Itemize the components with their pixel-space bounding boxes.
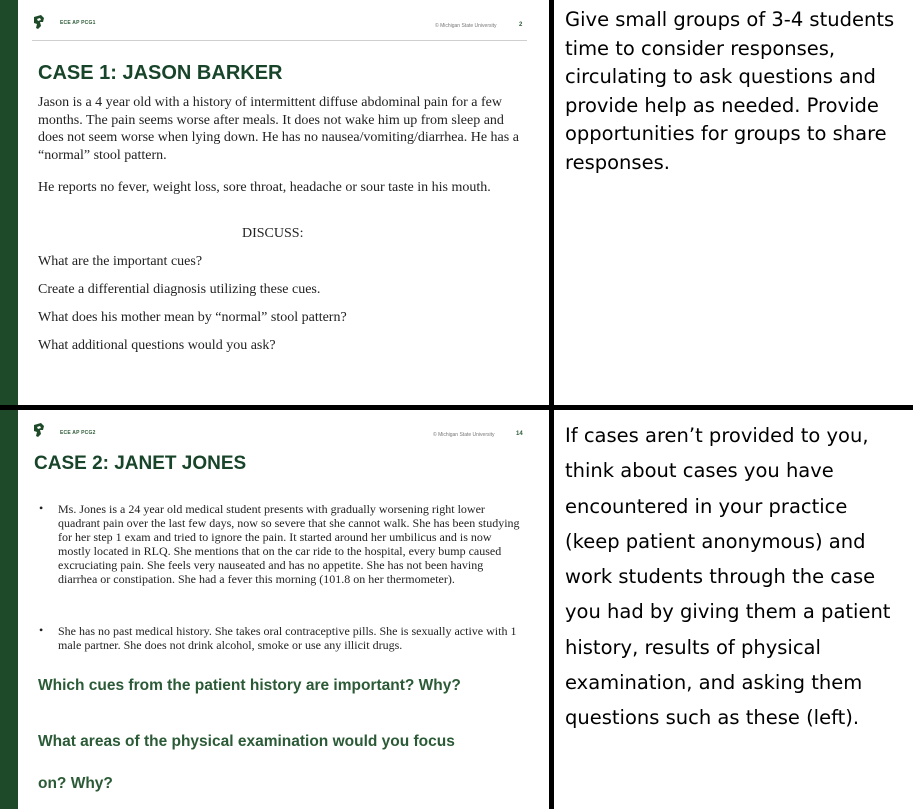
copyright-text: © Michigan State University: [433, 432, 495, 438]
header-label: ECE AP PCG1: [60, 20, 96, 26]
slide-case-1: [0, 0, 549, 405]
header-rule: [32, 40, 527, 41]
case-description: Jason is a 4 year old with a history of intermittent diffuse abdominal pain for a few months. The pain seems worse after meals. It does not wake him up from sleep and does not seem worse when lying down. He has no nausea/vomiting/diarrhea. He has a “normal” stool pattern.: [38, 95, 519, 163]
discussion-question: Create a differential diagnosis utilizing these cues.: [38, 282, 321, 297]
discussion-question: What additional questions would you ask?: [38, 338, 276, 353]
row-divider: [0, 405, 913, 410]
header-label: ECE AP PCG2: [60, 430, 96, 436]
copyright-text: © Michigan State University: [435, 23, 497, 29]
case-title: CASE 1: JASON BARKER: [38, 62, 283, 84]
slide-accent-bar: [0, 410, 18, 809]
case-symptoms-negative: He reports no fever, weight loss, sore throat, headache or sour taste in his mouth.: [38, 180, 491, 195]
facilitator-note-bottom: If cases aren’t provided to you, think about cases you have encountered in your practice (keep patient anonymous) and work students through the case you had by giving them a patient history, results of physical examination, and asking them questions such as these (left).: [565, 424, 891, 730]
question-physical-exam-cont: on? Why?: [38, 775, 113, 792]
case-title: CASE 2: JANET JONES: [34, 453, 247, 474]
discuss-heading: DISCUSS:: [242, 226, 304, 241]
bullet-marker: •: [39, 501, 44, 515]
spartan-logo-icon: [32, 422, 46, 438]
bullet-marker: •: [39, 623, 44, 637]
discussion-question: What are the important cues?: [38, 254, 203, 269]
spartan-logo-icon: [32, 14, 46, 30]
question-history-cues: Which cues from the patient history are important? Why?: [38, 677, 461, 694]
slide-case-2: [0, 410, 549, 809]
patient-history-bullet: Ms. Jones is a 24 year old medical student presents with gradually worsening right lower quadrant pain over the last few days, now so severe that she cannot walk. She has been studying for her step 1 exam and tried to ignore the pain. It started around her umbilicus and is now mostly located in RLQ. She mentions that on the car ride to the hospital, every bump caused excruciating pain. She feels very nauseated and has no appetite. She has not been having diarrhea or constipation. She had a fever this morning (101.8 on her thermometer).: [58, 502, 520, 587]
discussion-question: What does his mother mean by “normal” stool pattern?: [38, 310, 347, 325]
page-number: 2: [519, 22, 523, 28]
page-number: 14: [516, 431, 523, 437]
patient-social-history-bullet: She has no past medical history. She takes oral contraceptive pills. She is sexually active with 1 male partner. She does not drink alcohol, smoke or use any illicit drugs.: [58, 624, 517, 653]
question-physical-exam: What areas of the physical examination would you focus: [38, 733, 455, 750]
facilitator-note-top: Give small groups of 3-4 students time to consider responses, circulating to ask questions and provide help as needed. Provide opportunities for groups to share responses.: [565, 8, 895, 174]
slide-accent-bar: [0, 0, 18, 405]
